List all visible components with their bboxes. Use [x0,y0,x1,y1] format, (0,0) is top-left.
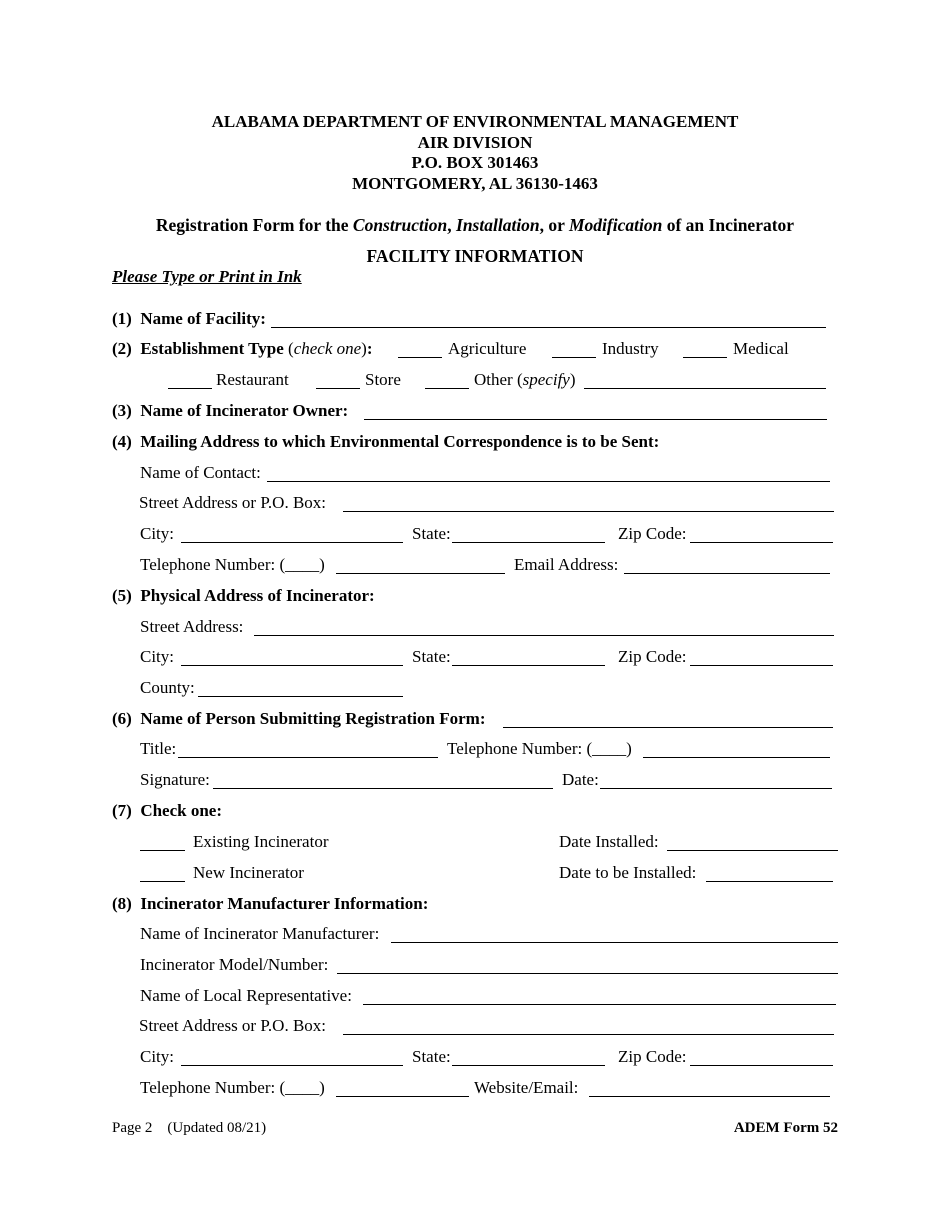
signature-field[interactable] [213,788,553,789]
page-footer-left [112,1120,266,1137]
option-restaurant: Restaurant [216,370,289,389]
q8-label: (8) Incinerator Manufacturer Information: [112,894,429,913]
county-label: County: [140,678,195,697]
physical-state-label: State: [412,647,451,666]
po-box: P.O. BOX 301463 [411,153,539,172]
county-field[interactable] [198,696,403,697]
city-state-zip: MONTGOMERY, AL 36130-1463 [352,173,598,193]
checkbox-store[interactable] [316,388,360,389]
checkbox-other[interactable] [425,388,469,389]
rep-city-label: City: [140,1047,175,1066]
local-rep-label: Name of Local Representative: [140,986,352,1005]
new-incinerator-label: New Incinerator [193,863,304,882]
rep-phone-field[interactable] [336,1096,469,1097]
checkbox-new[interactable] [140,881,185,882]
submitter-name-field[interactable] [503,727,833,728]
division-name: AIR DIVISION [417,132,533,152]
rep-street-field[interactable] [343,1034,834,1035]
q7-label: (7) Check one: [112,801,223,820]
agency-header [0,112,950,194]
email-field[interactable] [624,573,830,574]
checkbox-existing[interactable] [140,850,185,851]
contact-name-label: Name of Contact: [140,463,261,482]
model-label: Incinerator Model/Number: [140,955,329,974]
contact-name-field[interactable] [267,481,830,482]
rep-zip-field[interactable] [690,1065,833,1066]
date-installed-label: Date Installed: [559,832,659,851]
physical-zip-label: Zip Code: [618,647,687,666]
checkbox-restaurant[interactable] [168,388,212,389]
submitter-title-label: Title: [140,739,177,758]
option-other: Other (specify) [474,370,576,389]
website-email-label: Website/Email: [474,1078,579,1097]
section-title: FACILITY INFORMATION [366,246,584,266]
physical-street-label: Street Address: [140,617,244,636]
date-to-be-installed-label: Date to be Installed: [559,863,697,882]
website-email-field[interactable] [589,1096,830,1097]
rep-city-field[interactable] [181,1065,403,1066]
signature-label: Signature: [140,770,210,789]
q4-label: (4) Mailing Address to which Environmental Correspondence is to be Sent: [112,432,660,451]
form-title: Registration Form for the Construction, Installation, or Modification of an Incinerator [155,215,795,235]
date-field[interactable] [600,788,832,789]
checkbox-medical[interactable] [683,357,727,358]
mailing-zip-label: Zip Code: [618,524,687,543]
updated-date: (Updated 08/21) [167,1120,267,1136]
local-rep-field[interactable] [363,1004,836,1005]
option-store: Store [365,370,401,389]
existing-incinerator-label: Existing Incinerator [193,832,329,851]
rep-state-label: State: [412,1047,451,1066]
physical-street-field[interactable] [254,635,834,636]
q3-label: (3) Name of Incinerator Owner: [112,401,349,420]
mailing-street-field[interactable] [343,511,834,512]
rep-phone-label: Telephone Number: (____) [140,1078,325,1097]
q6-label: (6) Name of Person Submitting Registration Form: [112,709,486,728]
option-agriculture: Agriculture [448,339,527,358]
mailing-state-label: State: [412,524,451,543]
mailing-city-field[interactable] [181,542,403,543]
option-industry: Industry [602,339,659,358]
page-number: Page 2 [112,1120,153,1136]
physical-zip-field[interactable] [690,665,833,666]
mailing-phone-field[interactable] [336,573,505,574]
date-label: Date: [562,770,599,789]
mailing-phone-label: Telephone Number: (____) [140,555,325,574]
model-field[interactable] [337,973,838,974]
date-installed-field[interactable] [667,850,838,851]
submitter-title-field[interactable] [178,757,438,758]
owner-name-field[interactable] [364,419,827,420]
rep-zip-label: Zip Code: [618,1047,687,1066]
mailing-city-label: City: [140,524,175,543]
rep-street-label: Street Address or P.O. Box: [139,1016,326,1035]
q1-label: (1) Name of Facility: [112,309,266,328]
rep-state-field[interactable] [452,1065,605,1066]
physical-state-field[interactable] [452,665,605,666]
mailing-zip-field[interactable] [690,542,833,543]
facility-name-field[interactable] [271,327,826,328]
mailing-state-field[interactable] [452,542,605,543]
q2-label: (2) Establishment Type (check one): [112,339,373,358]
other-specify-field[interactable] [584,388,826,389]
physical-city-label: City: [140,647,175,666]
checkbox-agriculture[interactable] [398,357,442,358]
option-medical: Medical [733,339,789,358]
date-to-be-installed-field[interactable] [706,881,833,882]
email-label: Email Address: [514,555,619,574]
submitter-phone-label: Telephone Number: (____) [447,739,632,758]
manufacturer-label: Name of Incinerator Manufacturer: [140,924,380,943]
mailing-street-label: Street Address or P.O. Box: [139,493,326,512]
submitter-phone-field[interactable] [643,757,830,758]
q5-label: (5) Physical Address of Incinerator: [112,586,375,605]
form-number: ADEM Form 52 [733,1120,838,1136]
instructions: Please Type or Print in Ink [112,267,302,286]
manufacturer-field[interactable] [391,942,838,943]
checkbox-industry[interactable] [552,357,596,358]
physical-city-field[interactable] [181,665,403,666]
agency-name: ALABAMA DEPARTMENT OF ENVIRONMENTAL MANAGEMENT [211,112,739,131]
